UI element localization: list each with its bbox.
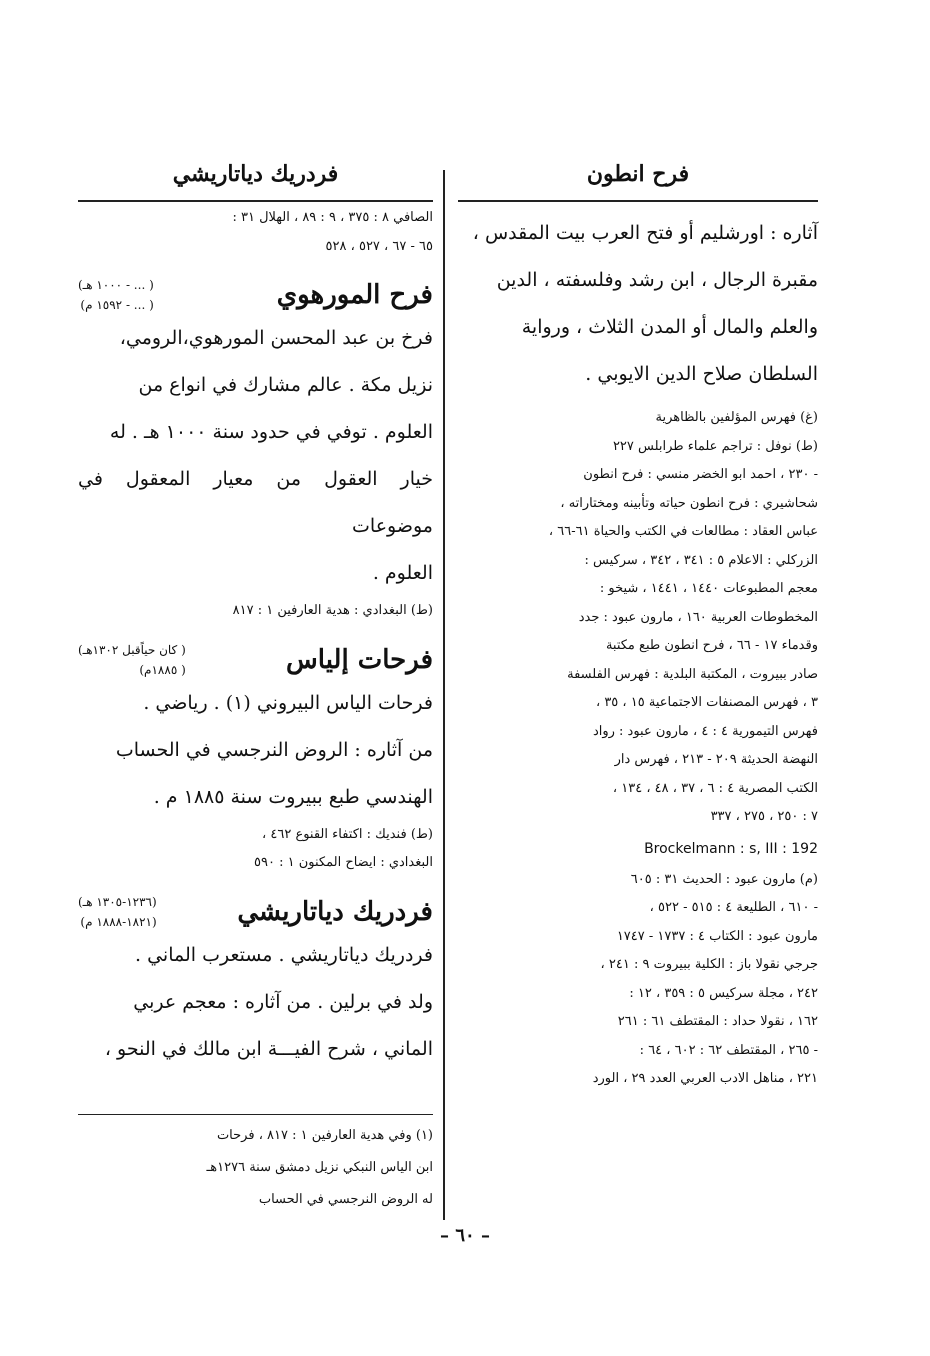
text-line: من آثاره : الروض النرجسي في الحساب bbox=[115, 738, 433, 761]
text-line: (ط) البغدادي : هدية العارفين ١ : ٨١٧ bbox=[232, 603, 433, 618]
text-line: (ط) فنديك : اكتفاء القنوع ٤٦٢ ، bbox=[262, 826, 433, 842]
entry-title: فرح المورهوي bbox=[276, 280, 433, 310]
text-line: ٢٤٢ ، مجلة سركيس ٥ : ٣٥٩ ، ١٢ : bbox=[629, 985, 818, 1001]
text-line: خيار العقول من معيار المعقول في موضوعات bbox=[78, 468, 433, 537]
text-line: النهضة الحديثة ٢٠٩ - ٢١٣ ، فهرس دار bbox=[614, 752, 818, 767]
latin-reference: Brockelmann : s, III : 192 bbox=[644, 840, 818, 857]
text-line: - ٢٣٠ ، احمد ابو الخضر منسي : فرح انطون bbox=[583, 467, 818, 482]
date-hijri: (١٢٣٦-١٣٠٥ هـ) bbox=[78, 894, 157, 909]
text-line: الكتب المصرية ٤ : ٦ ، ٣٧ ، ٤٨ ، ١٣٤ ، bbox=[612, 780, 818, 796]
text-line: فرخ بن عبد المحسن المورهوي،الرومي، bbox=[119, 327, 433, 349]
text-line: معجم المطبوعات ١٤٤٠ ، ١٤٤١ ، شيخو : bbox=[599, 581, 818, 596]
text-line: السلطان صلاح الدين الايوبي . bbox=[585, 363, 818, 385]
text-line: جرجي نقولا باز : الكلية ببيروت ٩ : ٢٤١ ، bbox=[600, 957, 818, 972]
text-line: عباس العقاد : مطالعات في الكتب والحياة ٦١-٦٦ ، bbox=[548, 524, 818, 539]
entry-sources bbox=[78, 597, 433, 626]
text-line: نزيل مكة . عالم مشارك في انواع من bbox=[138, 374, 433, 396]
footnote-line: له الروض النرجسي في الحساب bbox=[258, 1192, 433, 1207]
footnote-line: (١) وفي هدية العارفين ١ : ٨١٧ ، فرحات bbox=[216, 1128, 433, 1143]
entry-heading bbox=[78, 892, 433, 932]
running-header-left: فردريك دياتاريشي bbox=[172, 161, 339, 187]
footnote-rule bbox=[78, 1114, 433, 1115]
entry-body bbox=[78, 932, 433, 1073]
text-line: ١٦٢ ، نقولا حداد : المقتطف ٦١ : ٢٦١ bbox=[617, 1014, 818, 1029]
date-hijri: ( ... - ١٠٠٠ هـ) bbox=[78, 278, 154, 292]
right-column bbox=[458, 150, 818, 1094]
entry-heading bbox=[78, 275, 433, 315]
text-line: (م) مارون عبود : الحديث ٣١ : ٦٠٥ bbox=[630, 871, 818, 887]
entry-sources bbox=[78, 821, 433, 878]
text-line: العلوم . توفي في حدود سنة ١٠٠٠ هـ . له bbox=[109, 421, 433, 443]
date-gregorian: ( ... - ١٥٩٢ م) bbox=[80, 298, 154, 312]
entry-body bbox=[78, 315, 433, 597]
text-line: - ٢٦٥ ، المقتطف ٦٢ : ٦٠٢ ، ٦٤ : bbox=[639, 1042, 818, 1058]
text-line: آثاره : اورشليم أو فتح العرب بيت المقدس ، bbox=[472, 222, 818, 244]
entry-title: فردريك دياتاريشي bbox=[237, 896, 433, 927]
text-line: ولد في برلين . من آثاره : معجم عربي bbox=[133, 990, 433, 1013]
text-line: فردريك دياتاريشي . مستعرب الماني . bbox=[134, 943, 433, 966]
entry-dates bbox=[78, 640, 186, 680]
date-gregorian: (١٨٢١-١٨٨٨ م) bbox=[80, 914, 157, 929]
text-line: - ٦١٠ ، الطليعة ٤ : ٥١٥ - ٥٢٢ ، bbox=[649, 900, 818, 915]
date-gregorian: ( ١٨٨٥م) bbox=[139, 662, 186, 677]
text-line: العلوم . bbox=[372, 562, 433, 584]
text-line: البغدادي : ايضاح المكنون ١ : ٥٩٠ bbox=[254, 855, 433, 870]
entry-heading bbox=[78, 640, 433, 680]
text-line: (ط) نوفل : تراجم علماء طرابلس ٢٢٧ bbox=[612, 438, 818, 454]
text-line: (غ) فهرس المؤلفين بالظاهرية bbox=[655, 410, 818, 425]
text-line: مقبرة الرجال ، ابن رشد وفلسفته ، الدين bbox=[496, 269, 818, 291]
text-line: الزركلي : الاعلام ٥ : ٣٤١ ، ٣٤٢ ، سركيس : bbox=[584, 552, 818, 568]
text-line: ٢٢١ ، مناهل الادب العربي العدد ٢٩ ، الورد bbox=[592, 1071, 818, 1086]
left-column bbox=[78, 150, 433, 1073]
footnote bbox=[78, 1120, 433, 1216]
column-divider bbox=[443, 170, 445, 1220]
entry-dates bbox=[78, 892, 157, 932]
manuscripts-block bbox=[458, 866, 818, 1094]
footnote-line: ابن الياس النبكي نزيل دمشق سنة ١٢٧٦هـ bbox=[206, 1160, 433, 1175]
text-line: ٦٥ - ٦٧ ، ٥٢٧ ، ٥٢٨ bbox=[325, 238, 433, 254]
entry-body bbox=[78, 680, 433, 821]
text-line: فهرس التيمورية ٤ : ٤ ، مارون عبود : رواد bbox=[592, 723, 818, 739]
text-line: الهندسي طبع ببيروت سنة ١٨٨٥ م . bbox=[153, 785, 433, 808]
entry-title: فرحات إلياس bbox=[286, 644, 433, 675]
text-line: شحاشيري : فرح انطون حياته وتأبينه ومختاراته ، bbox=[560, 495, 818, 511]
text-line: المخطوطات العربية ١٦٠ ، مارون عبود : جدد bbox=[578, 609, 818, 625]
text-line: ٧ : ٢٥٠ ، ٢٧٥ ، ٣٣٧ bbox=[710, 809, 818, 824]
text-line: الماني ، شرح الفيـــة ابن مالك في النحو ، bbox=[104, 1037, 433, 1060]
text-line: والعلم والمال أو المدن الثلاث ، ورواية bbox=[521, 316, 818, 338]
text-line: ٣ ، فهرس المصنفات الاجتماعية ١٥ ، ٣٥ ، bbox=[596, 695, 818, 710]
text-line: فرحات الياس البيروني (١) . رياضي . bbox=[143, 691, 433, 714]
entry-dates bbox=[78, 275, 154, 315]
page-number: – ٦٠ – bbox=[440, 1225, 490, 1246]
continued-sources bbox=[78, 204, 433, 261]
works-paragraph bbox=[458, 210, 818, 398]
text-line: صادر ببيروت ، المكتبة البلدية : فهرس الفلسفة bbox=[567, 666, 818, 682]
text-line: وقدماء ١٧ - ٦٦ ، فرح انطون طبع مكتبة bbox=[605, 638, 818, 653]
running-header-right: فرح انطون bbox=[586, 161, 690, 187]
text-line: الصافي ٨ : ٣٧٥ ، ٩ : ٨٩ ، الهلال ٣١ : bbox=[232, 210, 433, 225]
text-line: مارون عبود : الكتاب ٤ : ١٧٣٧ - ١٧٤٧ bbox=[616, 928, 818, 944]
date-hijri: ( كان حياًقبل ١٣٠٢هـ) bbox=[78, 642, 186, 657]
sources-block bbox=[458, 404, 818, 832]
